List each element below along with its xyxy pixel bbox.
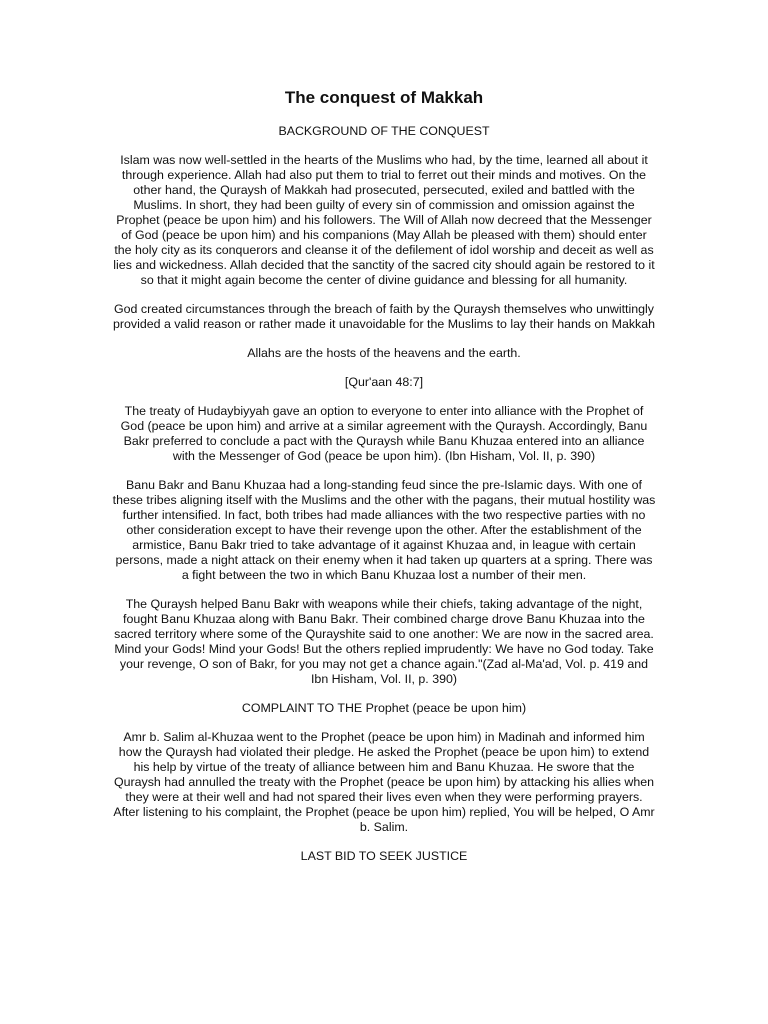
quote-text: Allahs are the hosts of the heavens and the earth.: [247, 346, 521, 360]
paragraph-background: Islam was now well-settled in the hearts of the Muslims who had, by the time, learned all about it through experience. Allah had also put them to trial to ferret out their minds and motives. On the other hand, the Quraysh of Makkah had prosecuted, persecuted, exiled and battled with the Muslims. In short, they had been guilty of every sin of commission and omission against the Prophet (peace be upon him) and his followers. The Will of Allah now decreed that the Messenger of God (peace be upon him) and his companions (May Allah be pleased with them) should enter the holy city as its conquerors and cleanse it of the defilement of idol worship and deceit as well as lies and wickedness. Allah decided that the sanctity of the sacred city should again be restored to it so that it might again become the center of divine guidance and blessing for all humanity.: [113, 153, 655, 287]
paragraph-quraysh-help: The Quraysh helped Banu Bakr with weapons while their chiefs, taking advantage of the night, fought Banu Khuzaa along with Banu Bakr. Their combined charge drove Banu Khuzaa into the sacred territory where some of the Qurayshite said to one another: We are now in the sacred area. Mind your Gods! Mind your Gods! But the others replied imprudently: We have no God today. Take your revenge, O son of Bakr, for you may not get a chance again."(Zad al-Ma'ad, Vol. p. 419 and Ibn Hisham, Vol. II, p. 390): [114, 597, 654, 686]
paragraph-complaint: Amr b. Salim al-Khuzaa went to the Prophet (peace be upon him) in Madinah and informed him how the Quraysh had violated their pledge. He asked the Prophet (peace be upon him) to extend his help by virtue of the treaty of alliance between him and Banu Khuzaa. He swore that the Quraysh had annulled the treaty with the Prophet (peace be upon him) by attacking his allies when they were at their well and had not spared their lives even when they were performing prayers. After listening to his complaint, the Prophet (peace be upon him) replied, You will be helped, O Amr b. Salim.: [113, 730, 655, 834]
paragraph-feud: Banu Bakr and Banu Khuzaa had a long-standing feud since the pre-Islamic days. With one of these tribes aligning itself with the Muslims and the other with the pagans, their mutual hostility was further intensified. In fact, both tribes had made alliances with the two respective parties with no other consideration except to have their revenge upon the other. After the establishment of the armistice, Banu Bakr tried to take advantage of it against Khuzaa and, in league with certain persons, made a night attack on their enemy when it had taken up quarters at a spring. There was a fight between the two in which Banu Khuzaa lost a number of their men.: [112, 478, 656, 582]
paragraph-hudaybiyyah: The treaty of Hudaybiyyah gave an option to everyone to enter into alliance with the Prophet of God (peace be upon him) and arrive at a similar agreement with the Quraysh. Accordingly, Banu Bakr preferred to conclude a pact with the Quraysh while Banu Khuzaa entered into an alliance with the Messenger of God (peace be upon him). (Ibn Hisham, Vol. II, p. 390): [120, 404, 648, 463]
quote-reference: [Qur'aan 48:7]: [344, 375, 424, 389]
section-heading-last-bid: LAST BID TO SEEK JUSTICE: [300, 849, 468, 863]
document-page: [112, 88, 656, 878]
section-heading-complaint: COMPLAINT TO THE Prophet (peace be upon him): [241, 701, 527, 715]
section-heading-background: BACKGROUND OF THE CONQUEST: [278, 124, 490, 138]
paragraph-circumstances: God created circumstances through the breach of faith by the Quraysh themselves who unwittingly provided a valid reason or rather made it unavoidable for the Muslims to lay their hands on Makkah: [112, 302, 656, 331]
document-title: The conquest of Makkah: [284, 88, 484, 107]
